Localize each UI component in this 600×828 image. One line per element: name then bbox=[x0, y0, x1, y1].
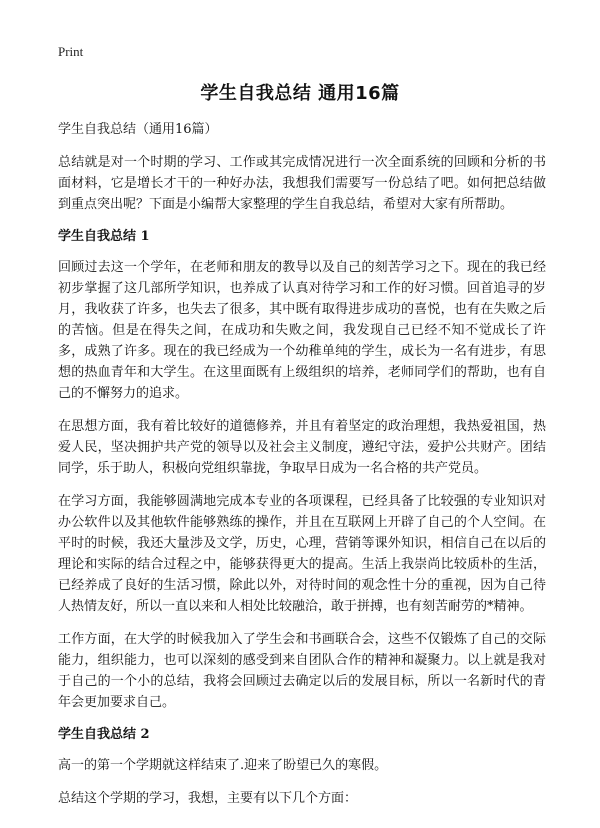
print-label[interactable]: Print bbox=[58, 44, 84, 59]
section-heading: 学生自我总结 1 bbox=[58, 229, 150, 244]
intro-paragraph: 总结就是对一个时期的学习、工作或其完成情况进行一次全面系统的回顾和分析的书面材料，它是增长才干的一种好办法，我想我们需要写一份总结了吧。如何把总结做到重点突出呢？下面是小编帮大家整理的学生自我总结，希望对大家有所帮助。 bbox=[58, 155, 546, 212]
document-title: 学生自我总结 通用16篇 bbox=[200, 83, 400, 104]
section-paragraph: 在思想方面，我有着比较好的道德修养，并且有着坚定的政治理想，我热爱祖国，热爱人民，坚决拥护共产党的领导以及社会主义制度，遵纪守法，爱护公共财产。团结同学，乐于助人，积极向党组织靠拢，争取早日成为一名合格的共产党员。 bbox=[58, 419, 546, 476]
section-paragraph: 回顾过去这一个学年，在老师和朋友的教导以及自己的刻苦学习之下。现在的我已经初步掌握了这几部所学知识，也养成了认真对待学习和工作的好习惯。回首追寻的岁月，我收获了许多，也失去了很多，其中既有取得进步成功的喜悦，也有在失败之后的苦恼。但是在得失之间，在成功和失败之间，我发现自己已经不知不觉成长了许多，成熟了许多。现在的我已经成为一个幼稚单纯的学生，成长为一名有进步，有思想的热血青年和大学生。在这里面既有上级组织的培养，老师同学们的帮助，也有自己的不懈努力的追求。 bbox=[58, 260, 546, 401]
section-paragraph: 高一的第一个学期就这样结束了.迎来了盼望已久的寒假。 bbox=[58, 758, 388, 773]
section-paragraph: 工作方面，在大学的时候我加入了学生会和书画联合会，这些不仅锻炼了自己的交际能力，组织能力，也可以深刻的感受到来自团队合作的精神和凝聚力。以上就是我对于自己的一个小的总结，我将会回顾过去确定以后的发展目标，所以一名新时代的青年会更加要求自己。 bbox=[58, 632, 546, 710]
section-paragraph: 在学习方面，我能够圆满地完成本专业的各项课程，已经具备了比较强的专业知识对办公软件以及其他软件能够熟练的操作，并且在互联网上开辟了自己的个人空间。在平时的时候，我还大量涉及文学，历史，心理，营销等课外知识，相信自己在以后的理论和实际的结合过程之中，能够获得更大的提高。生活上我崇尚比较质朴的生活，已经养成了良好的生活习惯，除此以外，对待时间的观念性十分的重视，因为自己待人热情友好，所以一直以来和人相处比较融洽，敢于拼搏，也有刻苦耐劳的*精神。 bbox=[58, 494, 546, 614]
document-subtitle: 学生自我总结（通用16篇） bbox=[58, 122, 218, 137]
document-body bbox=[58, 120, 546, 821]
section-paragraph: 总结这个学期的学习，我想，主要有以下几个方面： bbox=[58, 791, 358, 806]
section-heading: 学生自我总结 2 bbox=[58, 727, 150, 742]
